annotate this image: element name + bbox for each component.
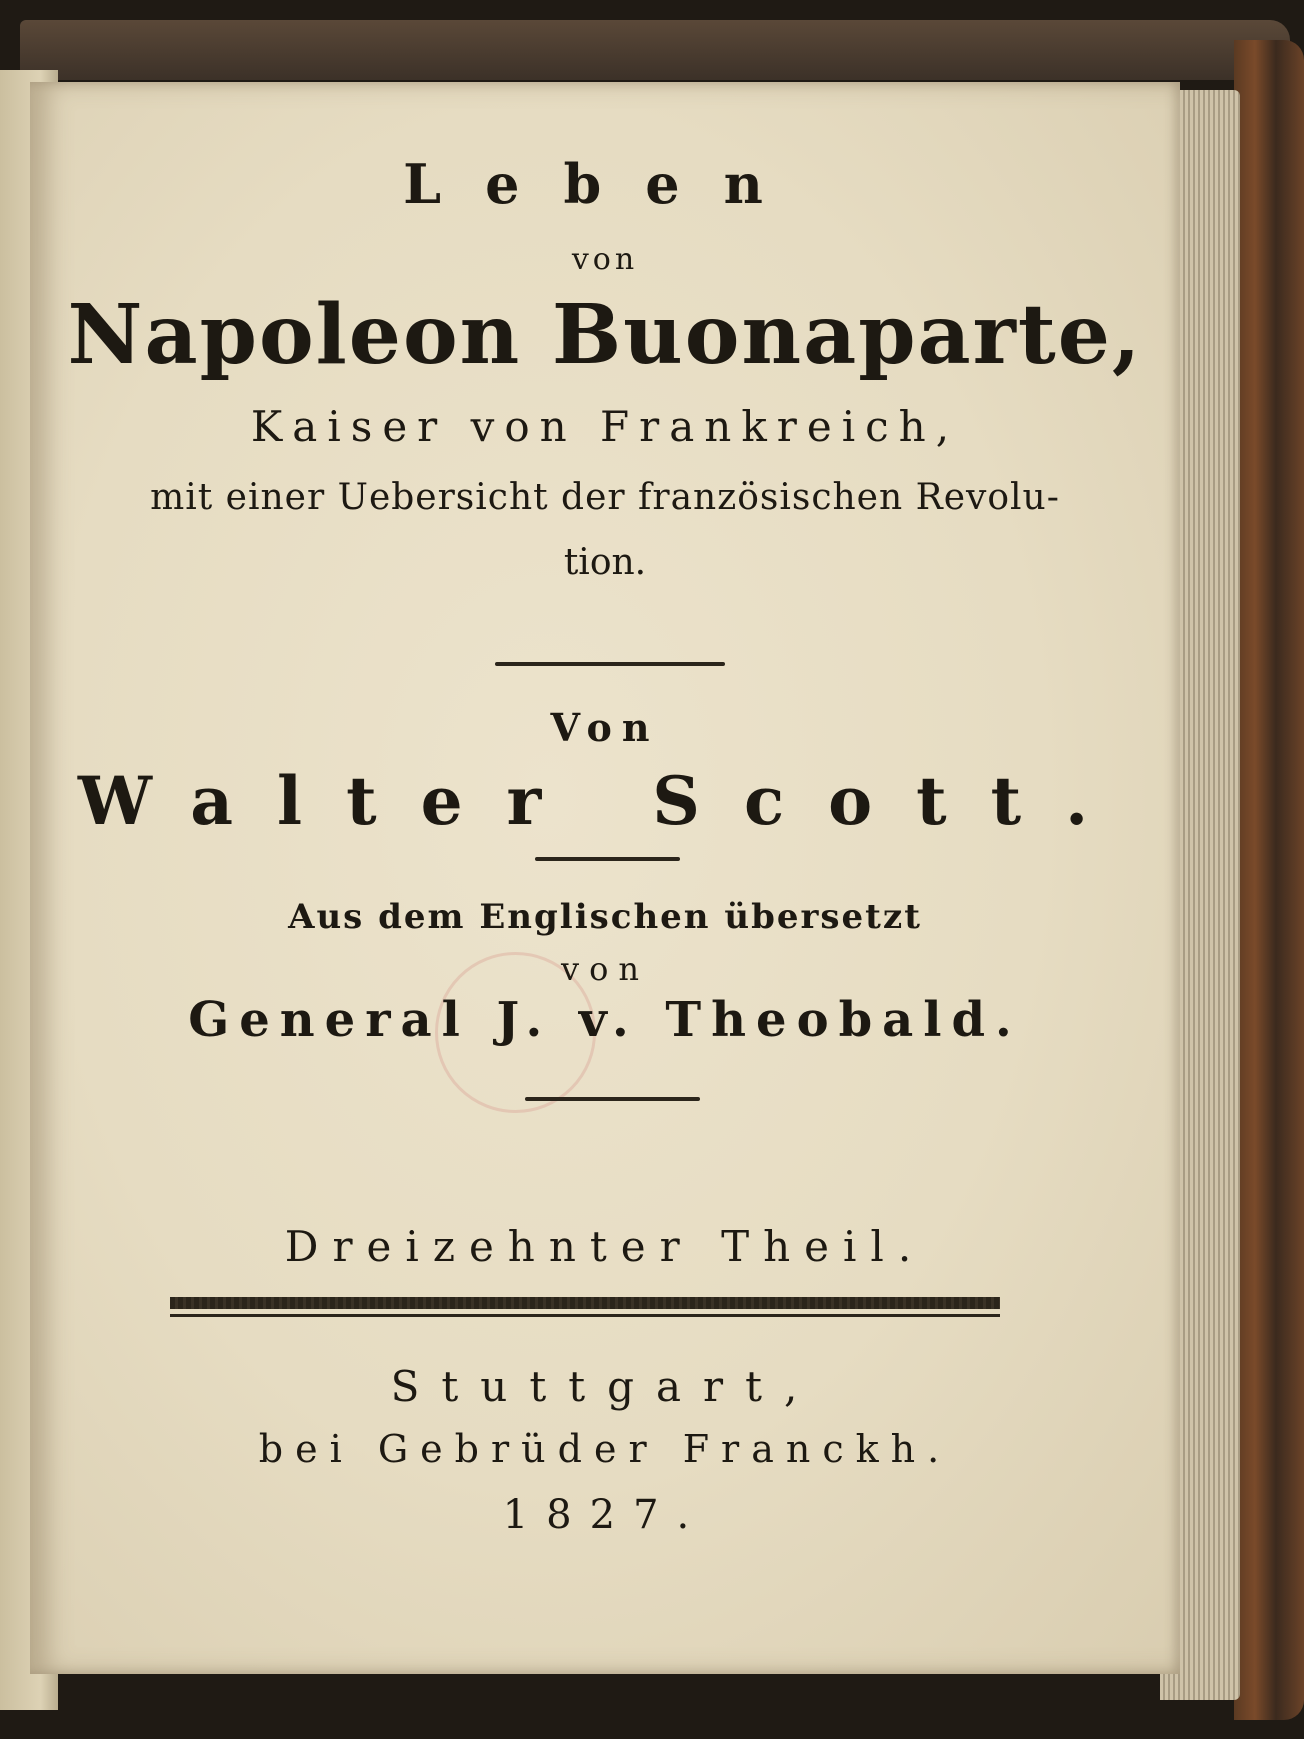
translator-von: von [561, 950, 649, 988]
title-leben: Leben [403, 152, 807, 216]
title-page [30, 82, 1180, 1674]
imprint-publisher: bei Gebrüder Franckh. [258, 1427, 952, 1471]
imprint-year: 1827. [502, 1492, 708, 1538]
translation-note: Aus dem Englischen übersetzt [288, 897, 922, 937]
divider-rule [525, 1097, 700, 1101]
title-von: von [571, 242, 639, 277]
translator-name: General J. v. Theobald. [188, 992, 1022, 1048]
imprint-place: Stuttgart, [390, 1362, 820, 1411]
divider-rule [495, 662, 725, 666]
thin-divider-rule [170, 1314, 1000, 1317]
title-kaiser: Kaiser von Frankreich, [250, 402, 960, 451]
author-von: Von [550, 705, 660, 750]
divider-rule [535, 857, 680, 861]
book-cover-top [20, 20, 1290, 80]
subtitle-line-1: mit einer Uebersicht der französischen Revolu- [150, 477, 1060, 518]
subtitle-line-2: tion. [563, 542, 647, 583]
volume-label: Dreizehnter Theil. [284, 1222, 926, 1271]
author-name: Walter Scott. [77, 762, 1133, 840]
title-name: Napoleon Buonaparte, [67, 287, 1143, 383]
thick-divider-rule [170, 1297, 1000, 1309]
book-spine [1234, 40, 1304, 1720]
